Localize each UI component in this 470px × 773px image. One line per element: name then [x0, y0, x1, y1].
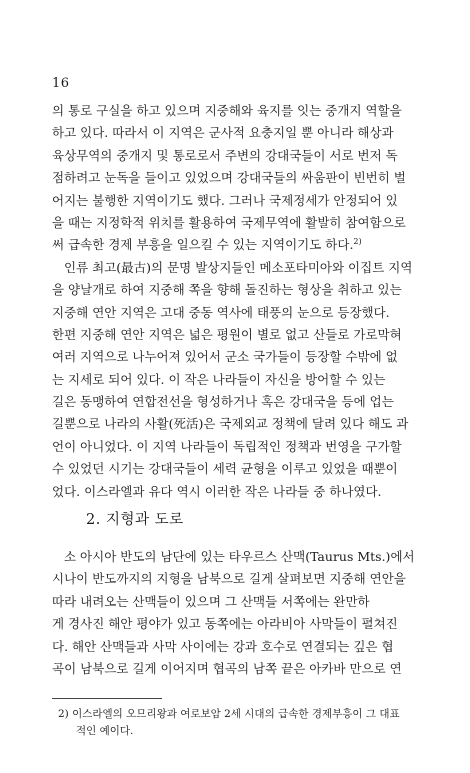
section-heading: 2. 지형과 도로 [86, 512, 184, 528]
text-line: 여러 지역으로 나누어져 있어서 군소 국가들이 등장할 수밖에 없 [52, 349, 398, 365]
text-line: 길뿐으로 나라의 사활(死活)은 국제외교 정책에 달려 있다 해도 과 [52, 416, 409, 432]
footnote-line: 2) 이스라엘의 오므리왕과 여로보암 2세 시대의 급속한 경제부흥이 그 대표 [58, 708, 400, 720]
footnote-divider [52, 698, 162, 699]
footnote [58, 706, 444, 740]
text-line: 한편 지중해 연안 지역은 넓은 평원이 별로 없고 산들로 가로막혀 [52, 326, 402, 342]
text-line: 길은 동맹하여 연합전선을 형성하거나 혹은 강대국을 등에 업는 [52, 394, 394, 410]
text-line: 점하려고 눈독을 들이고 있었으며 강대국들의 싸움판이 빈번히 벌 [52, 170, 406, 186]
text-line: 수 있었던 시기는 강대국들이 세력 균형을 이루고 있었을 때뿐이 [52, 461, 398, 477]
main-text [52, 100, 444, 503]
footnote-reference: 2) [353, 237, 362, 247]
text-line [52, 234, 444, 256]
text-line: 었다. 이스라엘과 유다 역시 이러한 작은 나라들 중 하나였다. [52, 483, 382, 499]
text-line: 인류 최고(最古)의 문명 발상지들인 메소포타미아와 이집트 지역 [64, 259, 413, 275]
text-line: 을 때는 지정학적 위치를 활용하여 국제무역에 활발히 참여함으로 [52, 214, 406, 230]
text-line: 을 양날개로 하여 지중해 쪽을 향해 돌진하는 형상을 취하고 있는 [52, 282, 402, 298]
text-line: 소 아시아 반도의 남단에 있는 타우르스 산맥(Taurus Mts.)에서 [64, 549, 415, 564]
text-line: 육상무역의 중개지 및 통로로서 주변의 강대국들이 서로 번저 독 [52, 147, 398, 163]
text-line: 언이 아니었다. 이 지역 나라들이 독립적인 정책과 번영을 구가할 [52, 438, 402, 454]
text-line: 곡이 남북으로 길게 이어지며 협곡의 남쪽 끝은 아카바 만으로 연 [52, 660, 402, 676]
text-line: 는 지세로 되어 있다. 이 작은 나라들이 자신을 방어할 수 있는 [52, 371, 386, 387]
page-number: 16 [52, 76, 70, 91]
text-line-content: 써 급속한 경제 부흥을 일으킬 수 있는 지역이기도 하다. [52, 237, 354, 253]
text-line: 게 경사진 해안 평야가 있고 동쪽에는 아라비아 사막들이 펼쳐진 [52, 616, 398, 632]
text-line: 다. 해안 산맥들과 사막 사이에는 강과 호수로 연결되는 깊은 협 [52, 638, 394, 654]
text-line: 지중해 연안 지역은 고대 중동 역사에 태풍의 눈으로 등장했다. [52, 304, 390, 320]
footnote-line: 적인 예이다. [76, 725, 134, 737]
text-line: 어지는 불행한 지역이기도 했다. 그러나 국제정세가 안정되어 있 [52, 192, 398, 208]
section-text [52, 546, 444, 680]
text-line: 시나이 반도까지의 지형을 남북으로 길게 살펴보면 지중해 연안을 [52, 571, 406, 587]
text-line: 하고 있다. 따라서 이 지역은 군사적 요충지일 뿐 아니라 해상과 [52, 125, 394, 141]
text-line: 의 통로 구실을 하고 있으며 지중해와 육지를 잇는 중개지 역할을 [52, 103, 402, 118]
text-line: 따라 내려오는 산맥들이 있으며 그 산맥들 서쪽에는 완만하 [52, 593, 370, 609]
